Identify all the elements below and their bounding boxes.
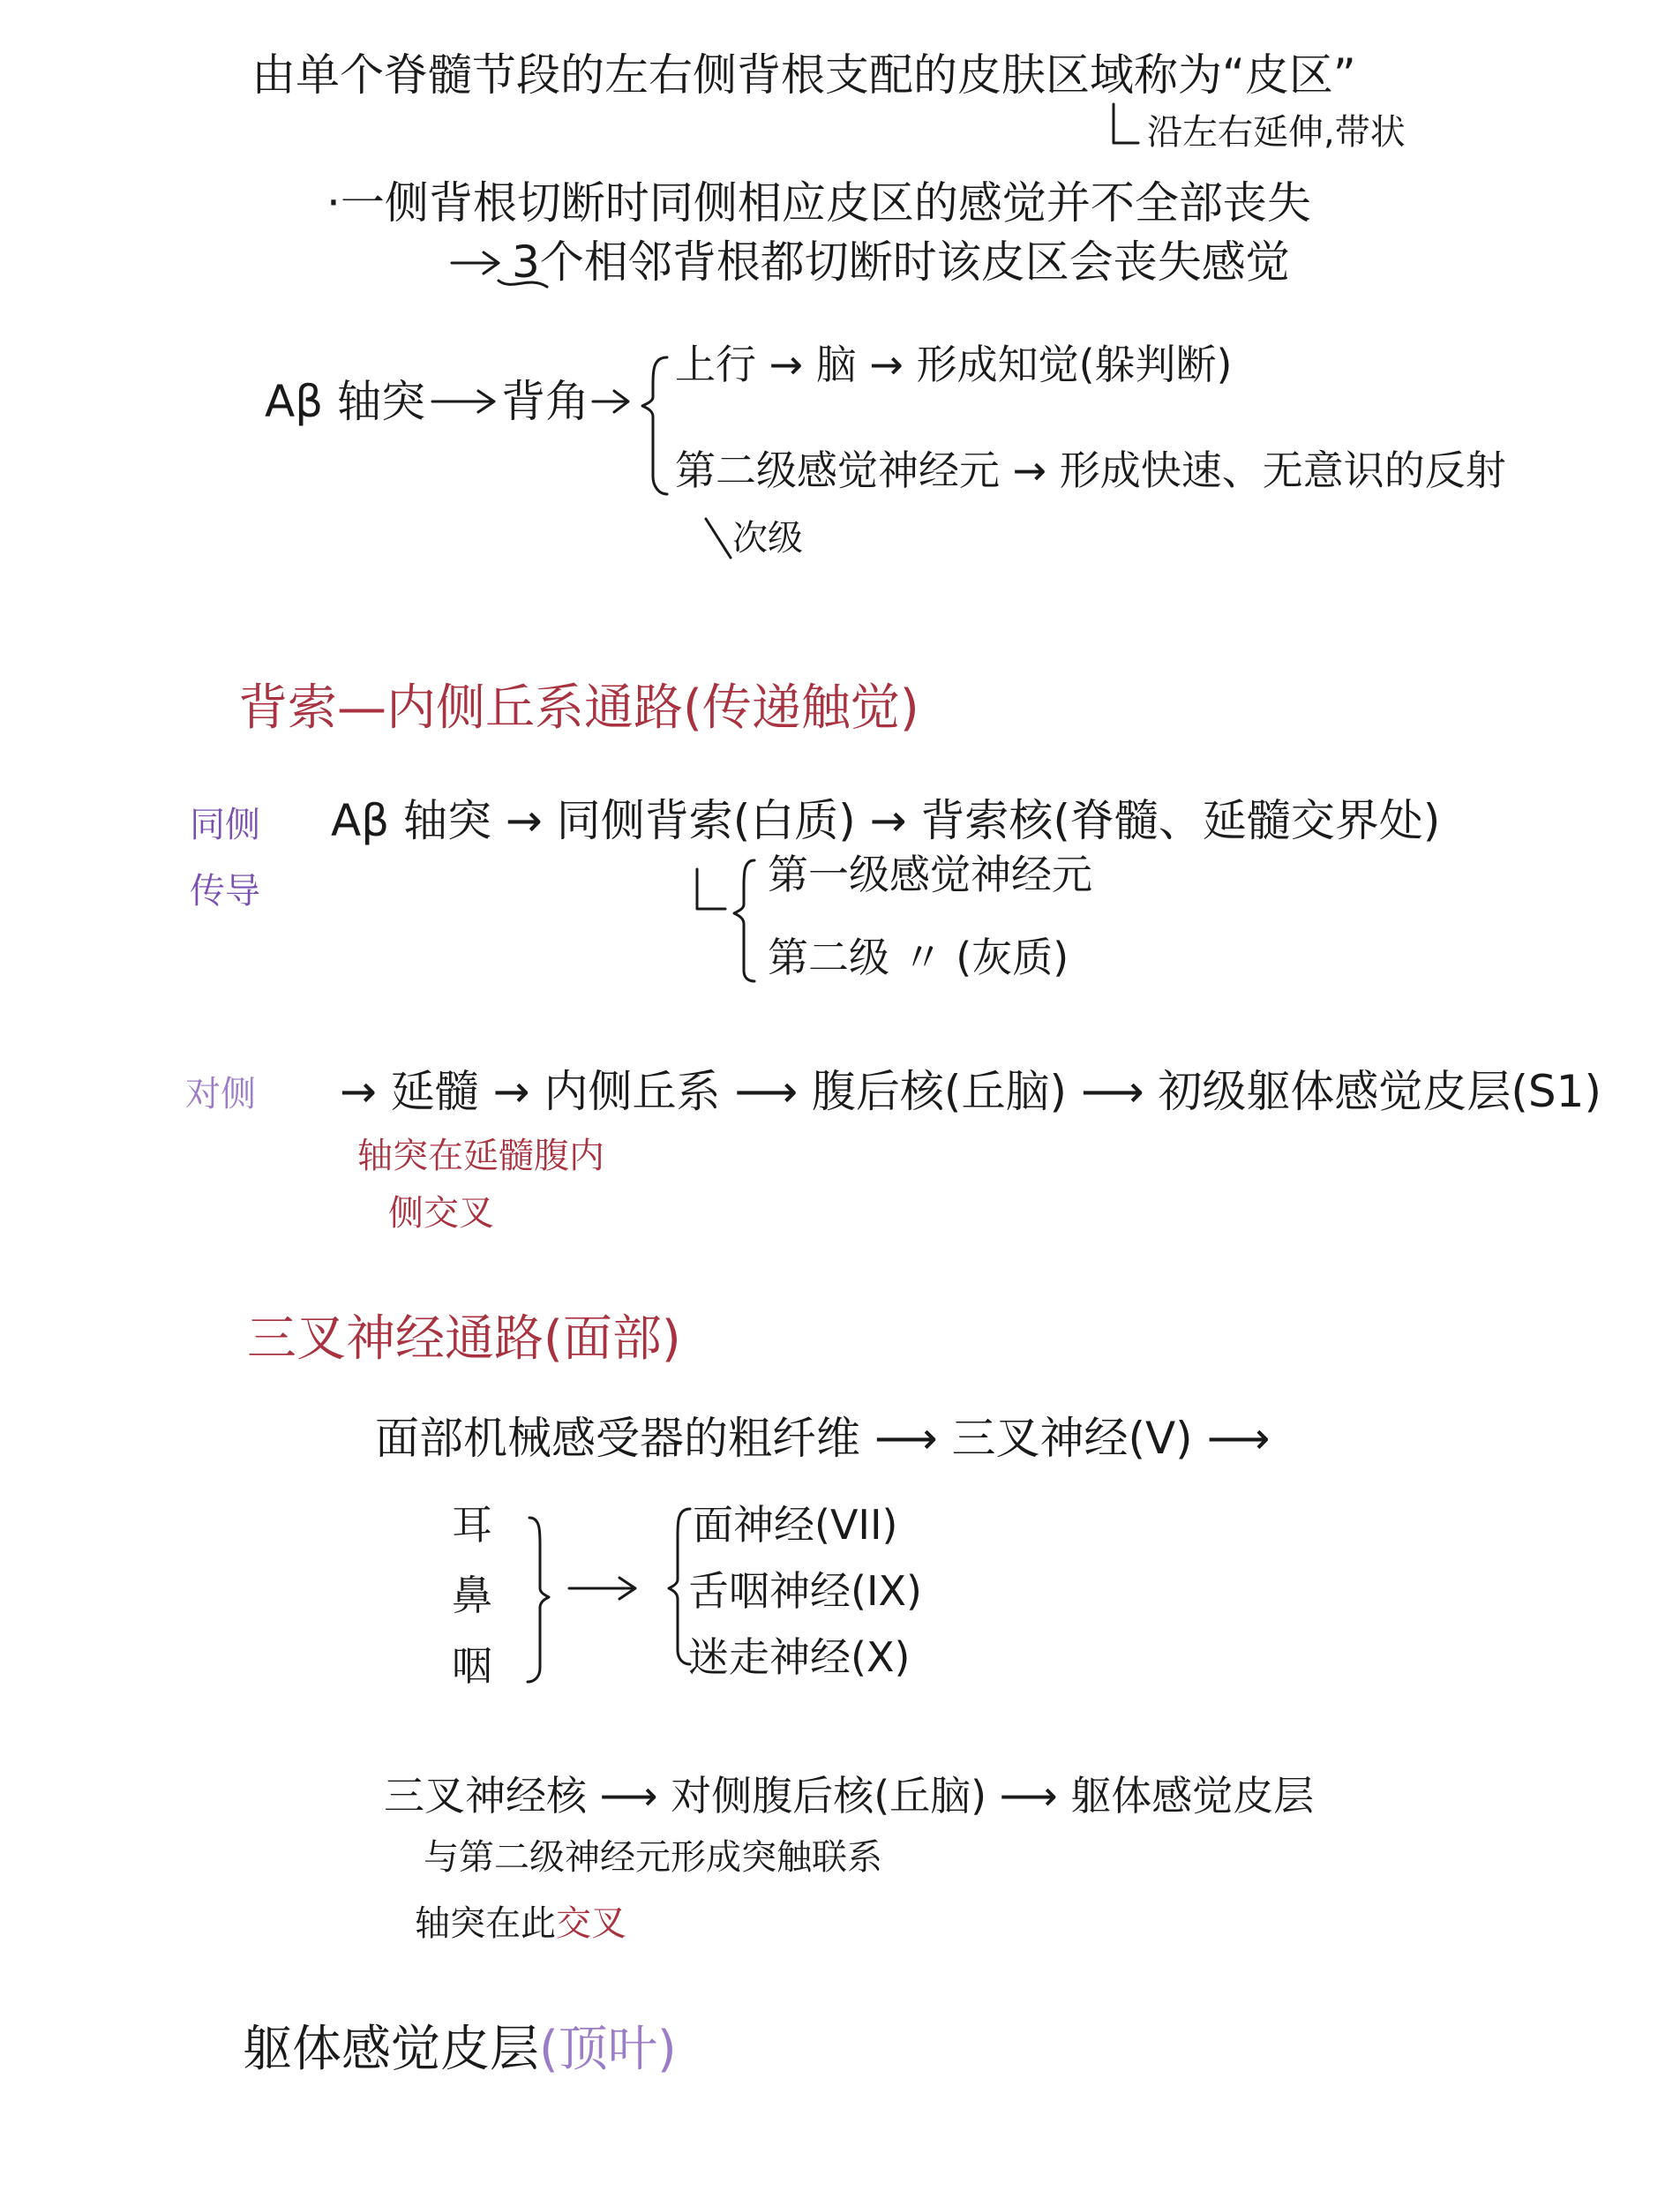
hook-arrow-1 <box>1114 104 1138 143</box>
s3-title: 三叉神经通路(面部) <box>247 1310 681 1368</box>
brace-3-right <box>669 1509 690 1664</box>
s3-n10: 迷走神经(X) <box>688 1633 911 1681</box>
s3-note2-b: 交叉 <box>556 1903 626 1944</box>
brace-3-left <box>528 1518 549 1682</box>
s1-second-order: 第二级感觉神经元 → 形成快速、无意识的反射 <box>675 446 1506 494</box>
s2-tongce: 同侧 <box>190 805 260 845</box>
s1-abeta: Aβ 轴突 <box>265 376 426 427</box>
s1-line3: ·一侧背根切断时同侧相应皮区的感觉并不全部丧失 <box>326 177 1311 229</box>
s3-line1: 面部机械感受器的粗纤维 ⟶ 三叉神经(V) ⟶ <box>375 1413 1271 1464</box>
s2-title: 背索—内侧丘系通路(传递触觉) <box>238 679 919 737</box>
s1-dorsal-horn: 背角 <box>501 376 589 427</box>
s2-chuandao: 传导 <box>190 871 260 912</box>
s2-contra: → 延髓 → 内侧丘系 ⟶ 腹后核(丘脑) ⟶ 初级躯体感觉皮层(S1) <box>340 1066 1601 1117</box>
arrow-l4 <box>452 252 499 274</box>
s3-note1: 与第二级神经元形成突触联系 <box>424 1837 882 1878</box>
s2-main: Aβ 轴突 → 同侧背索(白质) → 背索核(脊髓、延髓交界处) <box>331 795 1441 846</box>
s1-ci: 次级 <box>732 518 803 559</box>
s1-line2: 沿左右延伸,带状 <box>1147 112 1406 153</box>
s3-yan: 咽 <box>452 1642 492 1690</box>
s1-line4: 3个相邻背根都切断时该皮区会丧失感觉 <box>512 236 1290 288</box>
s3-nucleus: 三叉神经核 ⟶ 对侧腹后核(丘脑) ⟶ 躯体感觉皮层 <box>384 1772 1315 1820</box>
s1-ascending: 上行 → 脑 → 形成知觉(躲判断) <box>675 341 1233 388</box>
s3-note2 <box>415 1903 626 1944</box>
s2-first: 第一级感觉神经元 <box>768 851 1092 898</box>
brace-1 <box>642 357 667 494</box>
s3-er: 耳 <box>452 1501 492 1549</box>
s4-title <box>243 2021 677 2078</box>
s3-n7: 面神经(VII) <box>693 1501 898 1549</box>
s2-second: 第二级 〃 (灰质) <box>768 934 1069 981</box>
arrow-abeta <box>432 391 494 412</box>
hook-arrow-2 <box>697 869 725 909</box>
s4-title-main: 躯体感觉皮层 <box>243 2021 539 2078</box>
s3-bi: 鼻 <box>452 1572 492 1619</box>
s4-title-lobe: (顶叶) <box>539 2021 677 2078</box>
s2-note1: 轴突在延髓腹内 <box>357 1136 604 1176</box>
s2-note2: 侧交叉 <box>388 1193 494 1234</box>
slash-ci <box>706 519 731 558</box>
s3-note2-a: 轴突在此 <box>415 1903 556 1944</box>
arrow-horn <box>593 391 628 412</box>
s1-line1: 由单个脊髓节段的左右侧背根支配的皮肤区域称为“皮区” <box>251 49 1356 101</box>
s2-duice: 对侧 <box>185 1074 256 1114</box>
arrow-s3 <box>569 1578 635 1599</box>
s3-n9: 舌咽神经(IX) <box>688 1567 922 1615</box>
brace-2 <box>734 860 754 981</box>
